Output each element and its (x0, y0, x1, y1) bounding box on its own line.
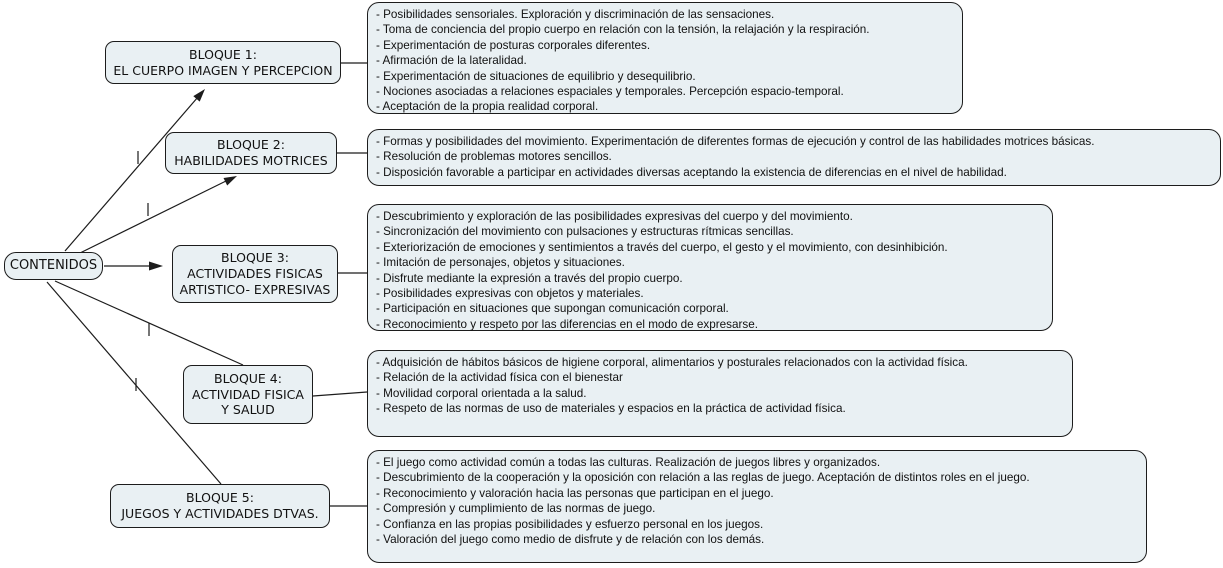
node-bloque-5 (110, 484, 330, 528)
detail-item: - Sincronización del movimiento con pulsaciones y estructuras rítmicas sencillas. (376, 225, 794, 239)
detail-item: - Respeto de las normas de uso de materiales y espacios en la práctica de actividad física. (376, 402, 846, 416)
detail-item: - Experimentación de situaciones de equilibrio y desequilibrio. (376, 69, 696, 83)
node-bloque-4-title-line: BLOQUE 4: (214, 370, 282, 386)
edge-contenidos-bloque2 (78, 181, 226, 254)
node-contenidos (4, 252, 103, 280)
detail-item: - Posibilidades expresivas con objetos y materiales. (376, 287, 644, 301)
detail-item: - Toma de conciencia del propio cuerpo en relación con la tensión, la relajación y la respiración. (376, 23, 870, 37)
detail-item: - Posibilidades sensoriales. Exploración y discriminación de las sensaciones. (376, 8, 775, 21)
detail-item: - Disfrute mediante la expresión a través del propio cuerpo. (376, 271, 683, 285)
detail-item: - Reconocimiento y valoración hacia las personas que participan en el juego. (376, 486, 774, 500)
detail-item: - Experimentación de posturas corporales diferentes. (376, 38, 651, 52)
node-bloque-4 (183, 365, 313, 424)
detail-item: - Imitación de personajes, objetos y situaciones. (376, 256, 625, 270)
node-bloque-1 (105, 41, 341, 84)
detail-box-bloque-4 (367, 350, 1073, 437)
detail-box-bloque-2 (367, 129, 1221, 186)
detail-item: - El juego como actividad común a todas las culturas. Realización de juegos libres y organizados. (376, 456, 881, 469)
detail-item: - Nociones asociadas a relaciones espaciales y temporales. Percepción espacio-temporal. (376, 85, 844, 99)
node-bloque-4-title-line: Y SALUD (221, 402, 275, 418)
detail-item: - Compresión y cumplimiento de las normas de juego. (376, 502, 656, 516)
node-contenidos-label: CONTENIDOS (9, 257, 98, 273)
node-bloque-2-title-line: BLOQUE 2: (217, 137, 285, 153)
node-bloque-1-title-line: EL CUERPO IMAGEN Y PERCEPCION (113, 62, 333, 78)
detail-item: - Adquisición de hábitos básicos de higiene corporal, alimentarios y posturales relacionados con la actividad física. (376, 356, 968, 369)
detail-item: - Resolución de problemas motores sencillos. (376, 150, 612, 164)
detail-box-bloque-1 (367, 2, 963, 114)
node-bloque-3-title-line: ARTISTICO- EXPRESIVAS (179, 281, 331, 297)
node-bloque-5-title-line: BLOQUE 5: (186, 490, 254, 506)
detail-item: - Descubrimiento y exploración de las posibilidades expresivas del cuerpo y del movimiento. (376, 210, 853, 223)
detail-box-bloque-5 (367, 450, 1147, 563)
detail-item: - Descubrimiento de la cooperación y la oposición con relación a las reglas de juego. Aceptación de distintos roles en el juego. (376, 471, 1030, 485)
node-bloque-1-title-line: BLOQUE 1: (189, 46, 257, 62)
detail-item: - Movilidad corporal orientada a la salud. (376, 386, 587, 400)
node-bloque-2 (165, 132, 337, 174)
detail-item: - Participación en situaciones que supongan comunicación corporal. (376, 302, 729, 316)
detail-item: - Valoración del juego como medio de disfrute y de relación con los demás. (376, 533, 765, 547)
node-bloque-3-title-line: BLOQUE 3: (221, 250, 289, 266)
node-bloque-2-title-line: HABILIDADES MOTRICES (174, 153, 328, 168)
detail-item: - Disposición favorable a participar en actividades diversas aceptando la existencia de diferencias en el nivel de habilidad. (376, 165, 1007, 179)
detail-item: - Relación de la actividad física con el bienestar (376, 371, 623, 385)
node-bloque-4-title-line: ACTIVIDAD FISICA (192, 386, 304, 402)
detail-item: - Afirmación de la lateralidad. (376, 54, 527, 68)
arrowhead-icon (149, 262, 163, 271)
edge-bloque4-detail (313, 392, 367, 396)
node-bloque-3 (172, 245, 338, 303)
detail-item: - Formas y posibilidades del movimiento. Experimentación de diferentes formas de ejecución y control de las habilidades motrices básicas. (376, 135, 1095, 148)
node-bloque-3-title-line: ACTIVIDADES FISICAS (187, 266, 323, 282)
arrowhead-icon (224, 176, 238, 186)
detail-item: - Confianza en las propias posibilidades y esfuerzo personal en los juegos. (376, 517, 764, 531)
detail-box-bloque-3 (367, 204, 1053, 331)
node-bloque-5-title-line: JUEGOS Y ACTIVIDADES DTVAS. (121, 506, 319, 521)
detail-item: - Aceptación de la propia realidad corporal. (376, 100, 599, 114)
detail-item: - Exteriorización de emociones y sentimientos a través del cuerpo, el gesto y el movimiento, con desinhibición. (376, 240, 948, 254)
detail-item: - Reconocimiento y respeto por las diferencias en el modo de expresarse. (376, 317, 758, 331)
